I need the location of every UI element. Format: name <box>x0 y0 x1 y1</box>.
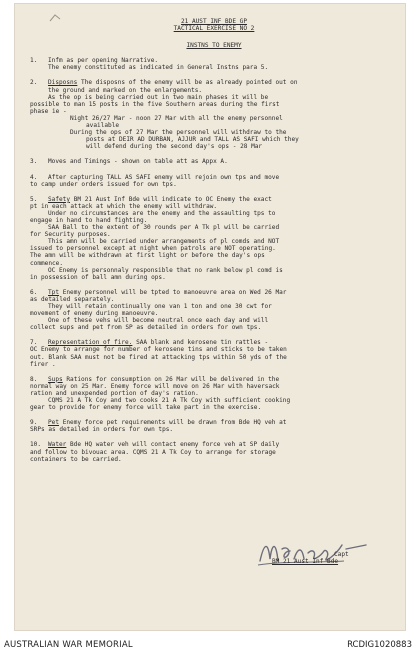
paragraph-line: firer . <box>30 360 56 368</box>
paragraph-line: OC Enemy to arrange for number of kerosene tins and sticks to be taken <box>30 346 287 354</box>
paragraph-line: phase ie - <box>30 107 67 115</box>
paragraph-line: SAA Ball to the extent of 30 rounds per A Tk pl will be carried <box>48 224 280 232</box>
paragraph-line: Under no circumstances are the enemy and the assaulting tps to <box>48 209 276 217</box>
paragraph-first-line <box>30 174 398 181</box>
paragraph-line: engage in hand to hand fighting. <box>30 216 148 224</box>
exercise-heading: TACTICAL EXERCISE NO 2 <box>173 25 255 33</box>
paragraph-heading: Water <box>48 441 67 449</box>
paragraph-first-line <box>30 57 398 64</box>
paragraph-2 <box>30 79 398 150</box>
paragraph-heading: Safety <box>48 195 71 203</box>
paragraph-10 <box>30 441 398 462</box>
paragraph-line: SRPs as detailed in orders for own tps. <box>30 426 174 434</box>
paragraph-first-line <box>30 79 398 86</box>
paragraph-line: as detailed separately. <box>30 295 115 303</box>
paragraph-line: commence. <box>30 259 64 267</box>
paragraph-first-line <box>30 441 398 448</box>
paragraph-line: and follow to bivouac area. CQMS 21 A Tk Coy to arrange for storage <box>30 448 276 456</box>
archive-footer <box>0 637 418 654</box>
paragraph-8 <box>30 376 398 411</box>
paragraph-text: BM 21 Aust Inf Bde will indicate to OC Enemy the exact <box>73 195 272 203</box>
paragraph-line: available <box>86 122 120 130</box>
paragraph-number: 6. <box>30 288 38 296</box>
paragraph-line: the ground and marked on the enlargements. <box>48 86 203 94</box>
paragraph-first-line <box>30 339 398 346</box>
paragraph-line: issued to personnel except at night when patrols are NOT operating. <box>30 245 276 253</box>
paragraph-text: Enemy force pet requirements will be drawn from Bde HQ veh at <box>62 419 287 427</box>
paragraph-heading: Disposns <box>48 79 78 87</box>
paragraph-line: in possession of ball amn during ops. <box>30 273 166 281</box>
document-body <box>30 3 398 463</box>
archive-reference: RCDIG1020883 <box>347 640 412 650</box>
paragraph-line: CQMS 21 A Tk Coy and two cooks 21 A Tk Coy with sufficient cooking <box>48 397 291 405</box>
paragraph-text: Bde HQ water veh will contact enemy force veh at SP daily <box>70 441 280 449</box>
paragraph-first-line <box>30 158 398 165</box>
archive-name: AUSTRALIAN WAR MEMORIAL <box>4 640 133 650</box>
paragraph-line: for Security purposes. <box>30 231 111 239</box>
paper-sheet <box>14 3 406 631</box>
paragraph-4 <box>30 174 398 188</box>
paragraph-text: SAA blank and kerosene tin rattles - <box>136 339 269 347</box>
paragraph-first-line <box>30 419 398 426</box>
paragraph-7 <box>30 339 398 367</box>
paragraph-line: The enemy constituted as indicated in General Instns para 5. <box>48 64 269 72</box>
paragraph-line: The amn will be withdrawn at first light or before the day's ops <box>30 252 265 260</box>
paragraph-3 <box>30 158 398 165</box>
paragraph-number: 5. <box>30 195 38 203</box>
paragraph-line: out. Blank SAA must not be fired at attacking tps within 50 yds of the <box>30 353 287 361</box>
paragraph-line: posts at DEIR AD DURBAN, AJJUR and TALL AS SAFI which they <box>86 136 299 144</box>
paragraph-line: During the ops of 27 Mar the personnel will withdraw to the <box>70 129 287 137</box>
paragraph-number: 7. <box>30 339 38 347</box>
paragraph-first-line <box>30 289 398 296</box>
paragraph-line: As the op is being carried out in two main phases it will be <box>48 93 269 101</box>
paragraph-line: will defend during the second day's ops - 28 Mar <box>86 143 263 151</box>
paragraph-9 <box>30 419 398 433</box>
signature-block <box>272 551 349 565</box>
paragraph-list <box>30 57 398 462</box>
document-title: INSTNS TO ENEMY <box>186 42 242 50</box>
paragraph-number: 4. <box>30 173 38 181</box>
paragraph-number: 2. <box>30 79 38 87</box>
paragraph-line: gear to provide for enemy force will take part in the exercise. <box>30 404 262 412</box>
paragraph-heading: Sups <box>48 375 63 383</box>
paragraph-line: This amn will be carried under arrangements of pl comds and NOT <box>48 238 280 246</box>
paragraph-text: Infm as per opening Narrative. <box>48 57 159 65</box>
paragraph-first-line <box>30 376 398 383</box>
paragraph-number: 3. <box>30 158 38 166</box>
paragraph-line: to camp under orders issued for own tps. <box>30 180 177 188</box>
paragraph-text: Rations for consumption on 26 Mar will be delivered in the <box>66 375 280 383</box>
paragraph-number: 1. <box>30 57 38 65</box>
paragraph-line: containers to be carried. <box>30 455 122 463</box>
paragraph-first-line <box>30 196 398 203</box>
paragraph-text: The disposns of the enemy will be as already pointed out on <box>81 79 298 87</box>
paragraph-number: 9. <box>30 419 38 427</box>
paragraph-line: One of these vehs will become neutral once each day and will <box>48 317 269 325</box>
paragraph-line: They will retain continually one van 1 ton and one 30 cwt for <box>48 303 272 310</box>
paragraph-line: movement of enemy during manoeuvre. <box>30 310 159 318</box>
formation-heading: 21 AUST INF BDE GP <box>180 18 248 25</box>
paragraph-line: ration and unexpended portion of day's ration. <box>30 389 199 397</box>
paragraph-text: Moves and Timings - shown on table att as Appx A. <box>48 158 228 166</box>
paragraph-line: normal way on 25 Mar. Enemy force will move on 26 Mar with haversack <box>30 382 280 390</box>
paragraph-heading: Tpt <box>48 288 60 296</box>
paragraph-line: collect sups and pet from SP as detailed in orders for own tps. <box>30 324 262 332</box>
signatory-rank: Capt <box>334 551 349 558</box>
signatory-unit: BM 21 Aust Inf Bde <box>272 558 339 566</box>
paragraph-text: Enemy personnel will be tpted to manoeuvre area on Wed 26 Mar <box>62 288 287 296</box>
document-heading <box>30 18 398 32</box>
paragraph-5 <box>30 196 398 281</box>
paragraph-text: After capturing TALL AS SAFI enemy will rejoin own tps and move <box>48 173 280 181</box>
paragraph-heading: Representation of fire. <box>48 339 133 347</box>
paragraph-line: possible to man 15 posts in the five Southern areas during the first <box>30 100 280 108</box>
paragraph-1 <box>30 57 398 71</box>
paragraph-line: Night 26/27 Mar - noon 27 Mar with all the enemy personnel <box>70 114 283 122</box>
paragraph-line: OC Enemy is personnaly responsible that no rank below pl comd is <box>48 266 283 274</box>
paragraph-heading: Pet <box>48 419 60 427</box>
paragraph-line: pt in each attack at which the enemy will withdraw. <box>30 202 218 210</box>
paragraph-6 <box>30 289 398 332</box>
paragraph-number: 10. <box>30 441 42 449</box>
paragraph-number: 8. <box>30 375 38 383</box>
